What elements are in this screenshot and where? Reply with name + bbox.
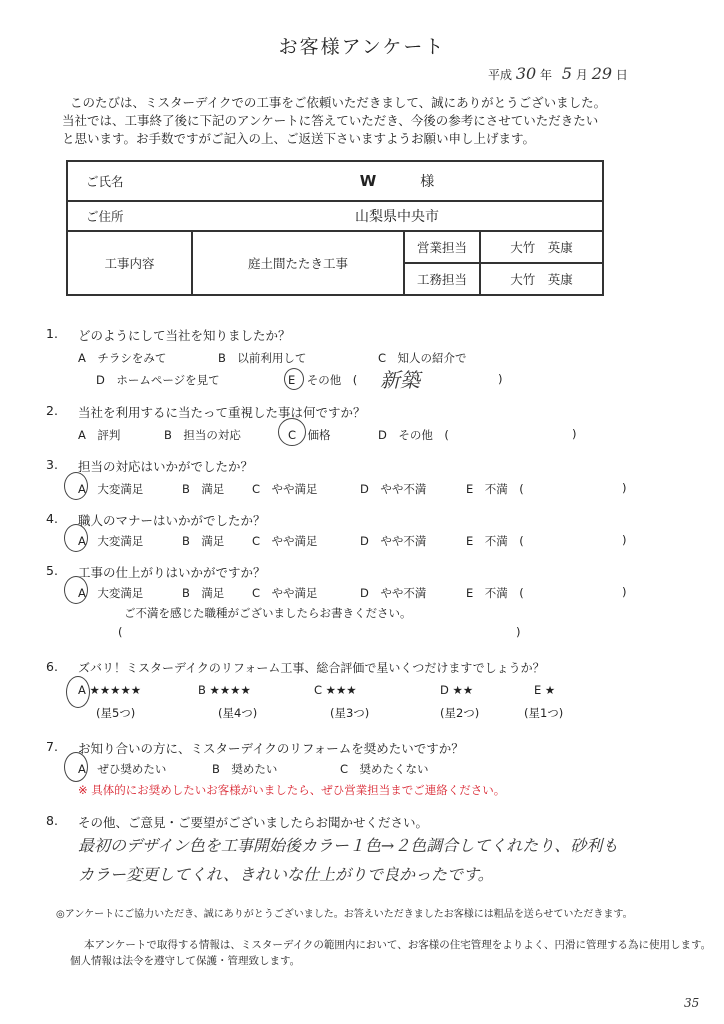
q4-option-a: A 大変満足 (78, 534, 144, 548)
survey-date (488, 64, 628, 83)
q6-text: ズバリ！ミスターデイクのリフォーム工事、総合評価で星いくつだけますでしょうか？ (78, 661, 545, 675)
address-value: 山梨県中央市 (192, 201, 603, 231)
q5-option-d: D やや不満 (360, 586, 427, 600)
date-month: 5 (561, 64, 573, 83)
q2-option-c: C 価格 (288, 428, 331, 442)
q3-text: 担当の対応はいかがでしたか？ (78, 459, 254, 474)
name-cell (192, 161, 603, 201)
page-title: お客様アンケート (278, 36, 446, 58)
intro-line-1: このたびは、ミスターデイクでの工事をご依頼いただきまして、誠にありがとうございました。 (70, 95, 607, 110)
q2-answer-circle (278, 418, 306, 446)
q4-option-d: D やや不満 (360, 534, 427, 548)
q5-open-paren: ( (118, 625, 123, 639)
work-value: 庭土間たたき工事 (192, 231, 404, 295)
name-suffix: 様 (420, 174, 435, 190)
q1-text: どのようにして当社を知りましたか？ (78, 328, 291, 343)
q5-option-e: E 不満 ( (466, 586, 524, 600)
q1-close: ) (498, 372, 503, 386)
q4-close: ) (622, 533, 627, 547)
q2-option-a: A 評判 (78, 428, 121, 442)
q8-number: 8. (46, 813, 58, 828)
q6-option-e: E ★ (534, 683, 556, 697)
q7-option-a: A ぜひ奨めたい (78, 762, 167, 776)
footer-privacy-1: 本アンケートで取得する情報は、ミスターデイクの範囲内において、お客様の住宅管理をよりよく、円滑に管理する為に使用します。 (84, 939, 712, 951)
q7-answer-circle (64, 752, 88, 782)
date-era: 平成 (488, 68, 513, 82)
q2-number: 2. (46, 403, 58, 418)
q4-answer-circle (64, 524, 88, 552)
q1-option-c: C 知人の紹介で (378, 351, 467, 365)
q3-option-e: E 不満 ( (466, 482, 524, 496)
q4-option-b: B 満足 (182, 534, 225, 548)
q5-option-a: A 大変満足 (78, 586, 144, 600)
sales-value: 大竹 英康 (480, 231, 603, 263)
q1-option-d: D ホームページを見て (96, 373, 220, 387)
q6-option-b: B ★★★★ (198, 683, 251, 697)
q6-sub-a: (星5つ) (96, 706, 136, 720)
q5-option-c: C やや満足 (252, 586, 318, 600)
q1-other-handwritten: 新築 (380, 368, 420, 392)
name-label: ご氏名 (67, 161, 192, 201)
q6-number: 6. (46, 659, 58, 674)
q5-close: ) (622, 585, 627, 599)
engineering-value: 大竹 英康 (480, 263, 603, 295)
date-month-unit: 月 (575, 68, 588, 82)
q3-number: 3. (46, 457, 58, 472)
name-value: W (359, 172, 377, 190)
q7-number: 7. (46, 739, 58, 754)
engineering-label: 工務担当 (404, 263, 480, 295)
q6-sub-c: (星3つ) (330, 706, 370, 720)
q1-number: 1. (46, 326, 58, 341)
sales-label: 営業担当 (404, 231, 480, 263)
date-day: 29 (591, 64, 613, 83)
q5-answer-circle (64, 576, 88, 604)
q6-option-c: C ★★★ (314, 683, 357, 697)
q1-option-e: E その他 ( (288, 373, 358, 387)
q8-text: その他、ご意見・ご要望がございましたらお聞かせください。 (78, 815, 429, 830)
work-label: 工事内容 (67, 231, 192, 295)
q3-option-b: B 満足 (182, 482, 225, 496)
q2-close: ) (572, 427, 577, 441)
q7-option-b: B 奨めたい (212, 762, 278, 776)
intro-line-2: 当社では、工事終了後に下記のアンケートに答えていただき、今後の参考にさせていただきたい (62, 113, 599, 128)
q4-option-c: C やや満足 (252, 534, 318, 548)
q2-option-b: B 担当の対応 (164, 428, 241, 442)
q6-sub-e: (星1つ) (524, 706, 564, 720)
q1-option-a: A チラシをみて (78, 351, 167, 365)
q6-sub-d: (星2つ) (440, 706, 480, 720)
q5-close-paren: ) (516, 625, 521, 639)
date-year-unit: 年 (540, 68, 553, 82)
footer-privacy-2: 個人情報は法令を遵守して保護・管理致します。 (70, 955, 301, 967)
q3-option-c: C やや満足 (252, 482, 318, 496)
intro-line-3: と思います。お手数ですがご記入の上、ご返送下さいますようお願い申し上げます。 (62, 131, 536, 146)
q4-number: 4. (46, 511, 58, 526)
q4-text: 職人のマナーはいかがでしたか？ (78, 513, 266, 528)
q5-subtext: ご不満を感じた職種がございましたらお書きください。 (124, 606, 412, 620)
date-day-unit: 日 (615, 68, 628, 82)
q6-option-a: A ★★★★★ (78, 683, 142, 697)
q2-option-d: D その他 ( (378, 428, 449, 442)
q5-text: 工事の仕上がりはいかがですか？ (78, 565, 266, 580)
q1-option-b: B 以前利用して (218, 351, 307, 365)
q3-answer-circle (64, 472, 88, 500)
customer-info-table (66, 160, 604, 296)
q6-sub-b: (星4つ) (218, 706, 258, 720)
q1-answer-circle (284, 368, 304, 390)
q3-close: ) (622, 481, 627, 495)
q8-answer-line-2: カラー変更してくれ、きれいな仕上がりで良かったです。 (78, 865, 494, 884)
q4-option-e: E 不満 ( (466, 534, 524, 548)
q3-option-a: A 大変満足 (78, 482, 144, 496)
q3-option-d: D やや不満 (360, 482, 427, 496)
q7-text: お知り合いの方に、ミスターデイクのリフォームを奨めたいですか？ (78, 741, 464, 756)
q5-number: 5. (46, 563, 58, 578)
q7-note: ※ 具体的にお奨めしたいお客様がいましたら、ぜひ営業担当までご連絡ください。 (78, 783, 506, 797)
q2-text: 当社を利用するに当たって重視した事は何ですか？ (78, 405, 366, 420)
date-year: 30 (515, 64, 537, 83)
q5-option-b: B 満足 (182, 586, 225, 600)
page-number: 35 (684, 996, 700, 1010)
q7-option-c: C 奨めたくない (340, 762, 429, 776)
address-label: ご住所 (67, 201, 192, 231)
footer-thanks: ◎アンケートにご協力いただき、誠にありがとうございました。お答えいただきましたお客様には粗品を送らせていただきます。 (56, 909, 633, 920)
q6-option-d: D ★★ (440, 683, 474, 697)
q6-answer-circle (66, 676, 90, 708)
q8-answer-line-1: 最初のデザイン色を工事開始後カラー１色→２色調合してくれたり、砂利も (78, 836, 619, 855)
